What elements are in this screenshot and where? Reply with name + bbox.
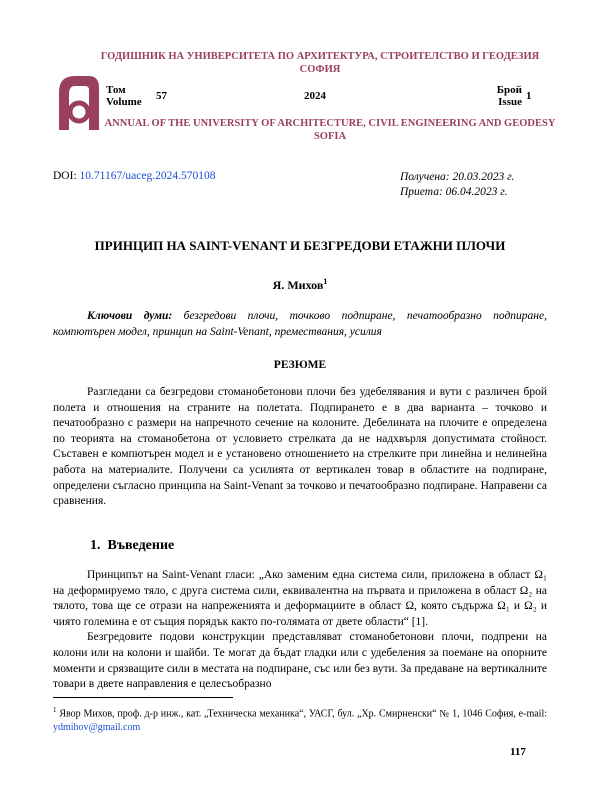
abstract-text: Разгледани са безгредови стоманобетонови плочи без удебелявания и вути с различен брой полета и отношения на страните на полетата. Подпирането е в два варианта – точково и печатообразно с размери на напречното сечение на колоните. Дебелината на плочите е определена по теорията на стоманобетона от условието стрелката да не надхвърля допустимата стойност. Съставен е компютърен модел и е установено отношението на стрелките при линейна и нелинейна работа на материалите. Получени са усилията от вертикален товар в областите на подпиране, определени съгласно принципа на Saint-Venant за точково и печатообразно подпиране. Направени са сравнения. <box>53 386 547 508</box>
author: Я. Михов$^1$ <box>272 277 328 292</box>
paragraph-2: Безгредовите подови конструкции представляват стоманобетонови плочи, подпрени на колони или на колони и шайби. Те могат да бъдат гладки или с удебеления за поемане на опорните моменти и срязващите сили в местата на подпиране, със или без вути. За предаване на вертикалните товари в двете направления е целесъобразно <box>53 631 547 691</box>
footnote: $^1$ Явор Михов, проф. д-р инж., кат. „Техническа механика“, УАСГ, бул. „Хр. Смирненски“ № 1, 1046 София, e-mail: ydmihov@gmail.com <box>53 706 547 734</box>
doi-link[interactable]: 10.71167/uaceg.2024.570108 <box>79 170 216 182</box>
section-heading: 1. Въведение <box>90 538 175 553</box>
abstract-heading: РЕЗЮМЕ <box>273 359 327 371</box>
uaceg-logo-icon <box>55 72 101 132</box>
doi: DOI: 10.71167/uaceg.2024.570108 <box>53 170 216 182</box>
journal-title-en: ANNUAL OF THE UNIVERSITY OF ARCHITECTURE, CIVIL ENGINEERING AND GEODESY SOFIA <box>104 118 556 142</box>
issue-label: Брой Issue <box>496 84 522 108</box>
article-title: ПРИНЦИП НА SAINT-VENANT И БЕЗГРЕДОВИ ЕТАЖНИ ПЛОЧИ <box>94 238 506 253</box>
page-number: 117 <box>510 746 526 758</box>
footnote-divider <box>53 697 233 698</box>
issue-number: 1 <box>526 90 532 102</box>
year: 2024 <box>304 90 326 102</box>
keywords: Ключови думи: безгредови плочи, точково подпиране, печатообразно подпиране, компютърен модел, принцип на Saint-Venant, премествания, усилия <box>53 310 547 338</box>
journal-title-bg: ГОДИШНИК НА УНИВЕРСИТЕТА ПО АРХИТЕКТУРА, СТРОИТЕЛСТВО И ГЕОДЕЗИЯ СОФИЯ <box>100 51 540 75</box>
received-date: Получена: 20.03.2023 г. <box>400 171 515 183</box>
article-dates <box>400 170 514 200</box>
volume-label: Том Volume <box>106 84 142 108</box>
email-link[interactable]: ydmihov@gmail.com <box>53 722 141 734</box>
accepted-date: Приета: 06.04.2023 г. <box>400 186 508 198</box>
keywords-label: Ключови думи: <box>87 310 173 322</box>
volume-number: 57 <box>156 90 167 102</box>
paragraph-1: Принципът на Saint-Venant гласи: „Ако заменим една система сили, приложена в област Ω₁ на деформируемо тяло, с друга система сили, еквивалентна на първата и приложена в област Ω₂ на тялото, това ще се отрази на напреженията и деформациите в област Ω, която съдържа Ω₁ и Ω₂ и чиято големина е от същия порядък както по-голямата от двете области“ [1]. <box>53 569 547 628</box>
body-text <box>53 568 547 693</box>
